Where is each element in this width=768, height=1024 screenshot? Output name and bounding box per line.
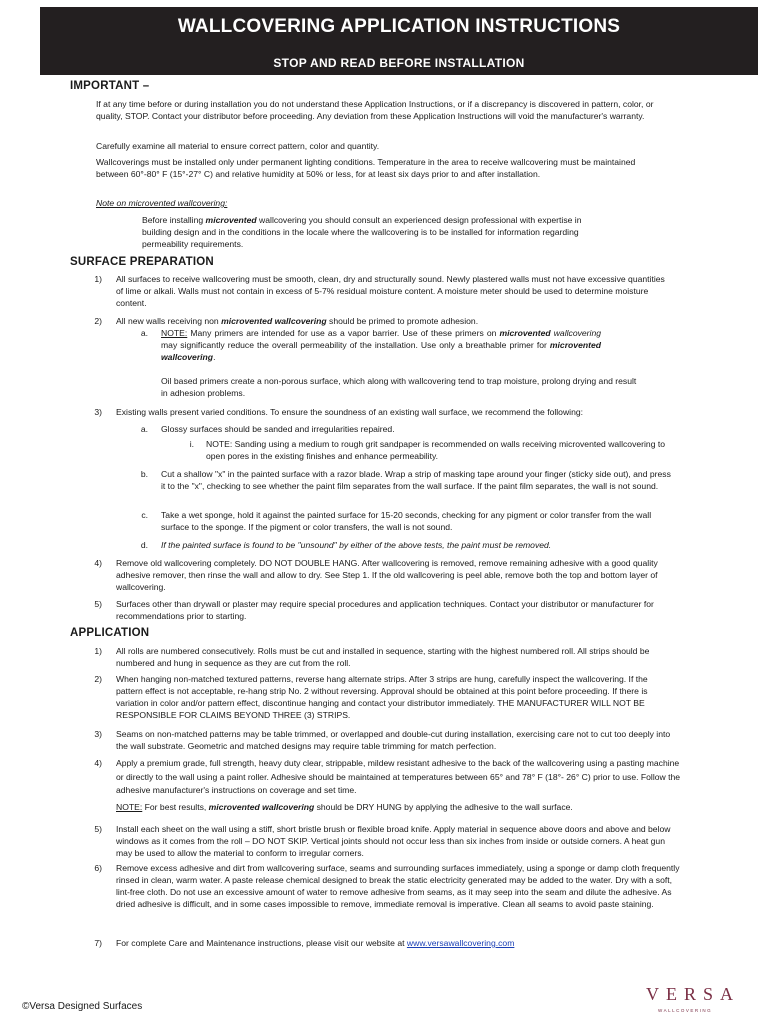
list-number: 2) <box>94 316 102 326</box>
sub-letter: d. <box>140 540 148 550</box>
sub-item: Glossy surfaces should be sanded and irregularities repaired. <box>161 424 395 434</box>
list-number: 5) <box>94 599 102 609</box>
sub-letter: a. <box>140 328 148 338</box>
list-number: 3) <box>94 729 102 739</box>
versa-logo <box>646 984 761 1020</box>
important-paragraph-1: If at any time before or during installation you do not understand these Application Instructions, or if a discrepancy is discovered in pattern, color, or quality, STOP. Contact your distributor before proceeding. Any deviation from these Application Instructions will void the manufacturer's warranty. <box>96 99 654 121</box>
note-paragraph: Before installing microvented wallcovering you should consult an experienced design professional with expertise in building design and in the conditions in the locale where the wallcovering is to be installed for information regarding permeability requirements. <box>142 215 582 249</box>
sub-item: If the painted surface is found to be "unsound" by either of the above tests, the paint must be removed. <box>161 540 552 550</box>
logo-tagline: WALLCOVERING <box>658 1008 713 1013</box>
list-item: Remove old wallcovering completely. DO NOT DOUBLE HANG. After wallcovering is removed, remove remaining adhesive with a good quality adhesive remover, then rinse the wall and allow to dry. See Step 1. If the old wallcovering is peel able, remove both the top and bottom layer of wallcovering. <box>116 558 658 592</box>
surface-preparation-heading: SURFACE PREPARATION <box>70 256 214 268</box>
important-heading: IMPORTANT – <box>70 80 150 92</box>
document-subtitle: STOP AND READ BEFORE INSTALLATION <box>273 56 525 70</box>
sub-item: Cut a shallow "x" in the painted surface with a razor blade. Wrap a strip of masking tape around your finger (sticky side out), and press it to the "x", checking to see whether the paint film separates from the wall surface. If the paint film separates, the wall is not sound. <box>161 469 671 491</box>
list-item: Seams on non-matched patterns may be table trimmed, or overlapped and double-cut during installation, exercising care not to cut too deeply into the wall substrate. Geometric and matched designs may require table trimming for match perfection. <box>116 729 671 751</box>
application-heading: APPLICATION <box>70 627 150 639</box>
list-number: 3) <box>94 407 102 417</box>
sub-letter: c. <box>141 510 148 520</box>
dry-hung-note: NOTE: For best results, microvented wallcovering should be DRY HUNG by applying the adhesive to the wall surface. <box>116 802 573 812</box>
oil-primer-note: Oil based primers create a non-porous surface, which along with wallcovering tend to trap moisture, prolong drying and result in adhesion problems. <box>161 376 637 398</box>
list-item: Surfaces other than drywall or plaster may require special procedures and application techniques. Contact your distributor or manufacturer for recommendations prior to starting. <box>116 599 654 621</box>
list-item: All new walls receiving non microvented wallcovering should be primed to promote adhesion. <box>116 316 479 326</box>
list-number: 1) <box>94 646 102 656</box>
logo-wordmark: VERSA <box>646 984 741 1004</box>
sub-letter: b. <box>140 469 148 479</box>
sub-item: Take a wet sponge, hold it against the painted surface for 15-20 seconds, checking for any pigment or color transfer from the wall surface to the sponge. If the pigment or color transfers, the wall is not sound. <box>161 510 652 532</box>
list-number: 1) <box>94 274 102 284</box>
list-number: 6) <box>94 863 102 873</box>
copyright-text: ©Versa Designed Surfaces <box>22 1001 143 1012</box>
list-number: 4) <box>94 758 102 768</box>
document-title: WALLCOVERING APPLICATION INSTRUCTIONS <box>177 16 621 37</box>
list-item: All rolls are numbered consecutively. Rolls must be cut and installed in sequence, starting with the highest numbered roll. All strips should be numbered and hung in sequence as they are cut from the roll. <box>116 646 650 668</box>
list-item: Apply a premium grade, full strength, heavy duty clear, strippable, mildew resistant adhesive to the back of the wallcovering using a pasting machine or directly to the wall using a paint roller. Adhesive should be maintained at temperatures between 65° and 78° F (18°- 26° C) prior to use. Follow the adhesive manufacturer's instructions on coverage and set time. <box>116 758 681 795</box>
list-item: When hanging non-matched textured patterns, reverse hang alternate strips. After 3 strips are hung, carefully inspect the wallcovering. If the pattern effect is not acceptable, re-hang strip No. 2 without reversing. Approval should be obtained at this point before proceeding. If there is variation in color and/or pattern effect, discontinue hanging and contact your distributor immediately. THE MANUFACTURER WILL NOT BE RESPONSIBLE FOR CLAIMS BEYOND THREE (3) STRIPS. <box>116 674 648 720</box>
sub-letter: a. <box>140 424 148 434</box>
note-heading: Note on microvented wallcovering: <box>96 198 228 208</box>
list-number: 4) <box>94 558 102 568</box>
important-paragraph-3: Wallcoverings must be installed only under permanent lighting conditions. Temperature in the area to receive wallcovering must be maintained between 60°-80° F (15°-27° C) and relative humidity at 50% or less, for at least six days prior to and after installation. <box>96 157 636 179</box>
list-item: Install each sheet on the wall using a stiff, short bristle brush or flexible broad knife. Apply material in sequence above doors and above and below windows as it comes from the roll – DO NOT SKIP. Vertical joints should not occur less than six inches from inside or outside corners. A heat gun may be used to allow the material to conform to irregular corners. <box>116 824 671 858</box>
header-banner <box>40 7 758 75</box>
important-paragraph-2: Carefully examine all material to ensure correct pattern, color and quantity. <box>96 141 380 151</box>
list-item: Existing walls present varied conditions. To ensure the soundness of an existing wall surface, we recommend the following: <box>116 407 584 417</box>
list-item: All surfaces to receive wallcovering must be smooth, clean, dry and structurally sound. Newly plastered walls must not have excessive quantities of lime or alkali. Walls must not contain in excess of 5-7% residual moisture content. A moisture meter should be used to determine moisture content. <box>116 274 665 308</box>
list-number: 2) <box>94 674 102 684</box>
sub-roman-item: NOTE: Sanding using a medium to rough grit sandpaper is recommended on walls receiving microvented wallcovering to open pores in the existing finishes and enhance permeability. <box>206 439 666 461</box>
website-link[interactable]: www.versawallcovering.com <box>406 938 515 948</box>
list-number: 5) <box>94 824 102 834</box>
primer-note: NOTE: Many primers are intended for use as a vapor barrier. Use of these primers on microvented wallcovering may significantly reduce the overall permeability of the installation. Use only a breathable primer for microvented wallcovering. <box>161 328 602 362</box>
list-number: 7) <box>94 938 102 948</box>
list-item: For complete Care and Maintenance instructions, please visit our website at www.versawallcovering.com <box>116 938 515 948</box>
sub-roman: i. <box>189 439 194 449</box>
list-item: Remove excess adhesive and dirt from wallcovering surface, seams and surrounding surfaces immediately, using a sponge or damp cloth frequently rinsed in clean, warm water. A paste release chemical designed to break the static electricity generated may be added to the water. Dry with a soft, lint-free cloth. Do not use an excessive amount of water to remove adhesive from seams, as it may seep into the seam and dilute the adhesive. As dried adhesive is difficult, and in some cases impossible to remove, immediate removal is imperative. Clean all seams to avoid paste staining. <box>116 863 680 909</box>
